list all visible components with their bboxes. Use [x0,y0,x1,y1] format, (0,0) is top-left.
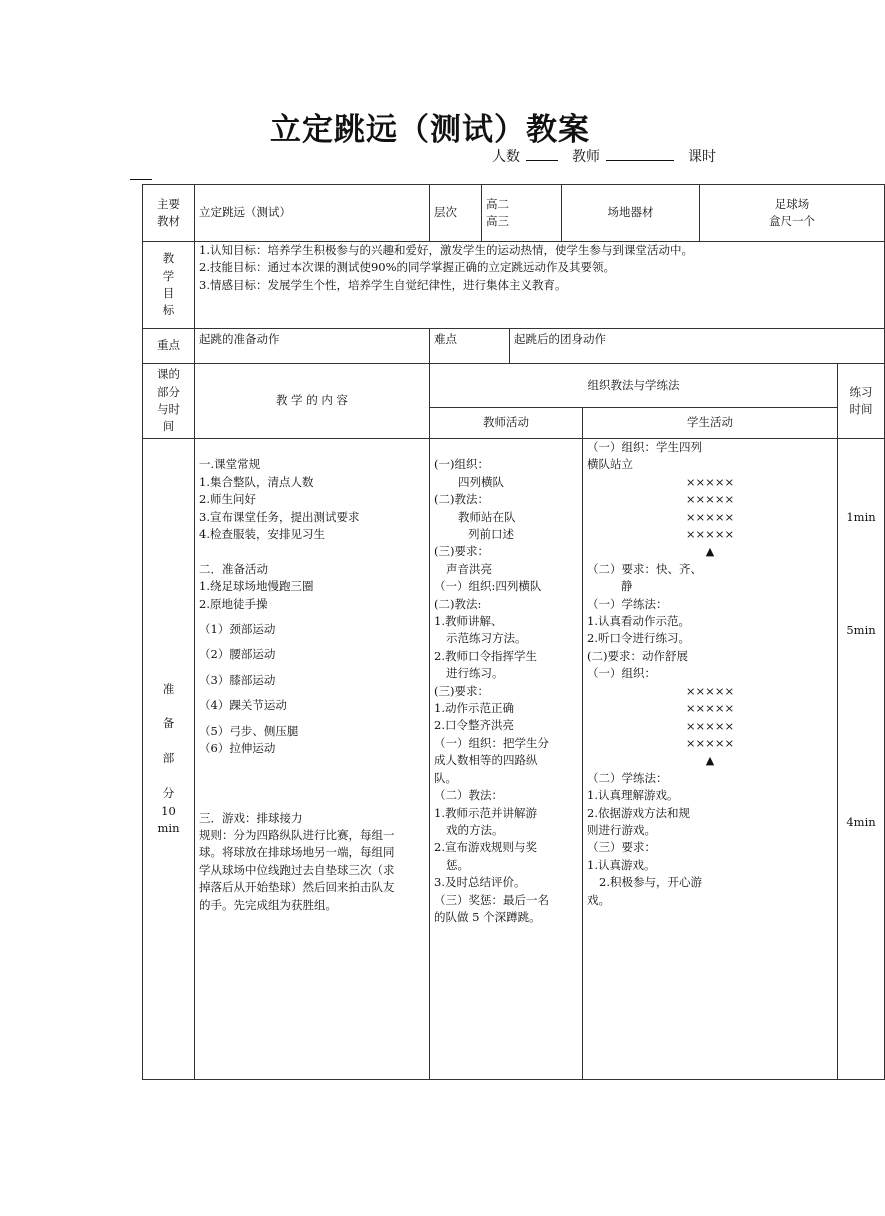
teacher-line: 四列横队 [458,474,504,489]
student-line: 1.认真理解游戏。 [587,788,679,803]
teacher-line: 声音洪亮 [446,561,492,576]
student-header: 学生活动 [583,408,838,439]
content-line: （4）踝关节运动 [199,698,287,713]
student-line: 戏。 [587,892,610,907]
student-line: 1.认真看动作示范。 [587,614,690,629]
goal-item: 1.认知目标：培养学生积极参与的兴趣和爱好，激发学生的运动热情，使学生参与到课堂活动中。 [199,243,693,257]
renshu-label: 人数 [492,149,520,165]
material-value: 立定跳远（测试） [195,185,430,242]
teacher-line: 惩。 [446,857,469,872]
key-label: 重点 [143,329,195,364]
teacher-line: （二）教法： [434,788,503,803]
student-line: （一）学练法： [587,596,668,611]
student-line: 静 [621,579,633,594]
content-line: 一.课堂常规 [199,457,261,472]
formation-row: ××××× [685,474,735,489]
lesson-plan-table [142,184,885,1080]
teacher-line: 列前口述 [468,527,514,542]
student-line: （二）要求：快、齐、 [587,561,702,576]
student-line: 2.积极参与，开心游 [599,875,702,890]
teacher-header: 教师活动 [430,408,583,439]
content-line: 规则：分为四路纵队进行比赛，每组一 [199,828,395,843]
teacher-line: (三)要求： [434,544,489,559]
goal-item: 3.情感目标：发展学生个性，培养学生自觉纪律性，进行集体主义教育。 [199,277,567,292]
practice-time-header: 练习 时间 [838,364,885,439]
time-value: 5min [846,623,876,638]
formation-row: ××××× [685,527,735,542]
formation-row: ××××× [685,683,735,698]
formation-row: ××××× [685,509,735,524]
keshi-label: 课时 [688,149,716,165]
content-line: 的手。先完成组为获胜组。 [199,897,337,912]
student-line: 则进行游戏。 [587,822,656,837]
teacher-line: （三）奖惩：最后一名 [434,892,549,907]
formation-row: ××××× [685,735,735,750]
content-line: 2.原地徒手操 [199,596,268,611]
formation-row: ××××× [685,701,735,716]
teacher-line: （一）组织:四列横队 [434,579,542,594]
content-line: （3）膝部运动 [199,672,276,687]
renshu-blank [526,148,558,161]
content-line: 1.绕足球场地慢跑三圈 [199,579,314,594]
teacher-line: 2.教师口令指挥学生 [434,648,537,663]
content-line: （1）颈部运动 [199,622,276,637]
org-header: 组织教法与学练法 [430,364,838,408]
teacher-line: 成人数相等的四路纵 [434,753,538,768]
teacher-line: 队。 [434,770,457,785]
teacher-line: 2.宣布游戏规则与奖 [434,840,537,855]
venue-label: 场地器材 [562,185,700,242]
student-line: (二)要求：动作舒展 [587,648,688,663]
teacher-line: 进行练习。 [446,666,504,681]
content-line: 球。将球放在排球场地另一端，每组同 [199,845,395,860]
prep-section-row [143,439,885,1080]
teacher-line: 1.教师讲解、 [434,614,503,629]
time-value: 1min [846,510,876,524]
content-line: 三．游戏：排球接力 [199,810,303,825]
goals-label: 教 学 目 标 [143,242,195,329]
teacher-line: 教师站在队 [458,509,516,524]
material-label: 主要 教材 [143,185,195,242]
page-title: 立定跳远（测试）教案 [270,112,590,148]
key-value: 起跳的准备动作 [195,329,430,364]
goals-text [195,242,885,329]
student-line: （一）组织： [587,666,656,681]
teacher-line: 3.及时总结评价。 [434,875,526,890]
teacher-line: 1.动作示范正确 [434,701,514,716]
teacher-line: 示范练习方法。 [446,631,527,646]
teacher-line: (二)教法： [434,492,489,507]
material-row [143,185,885,242]
content-line: 二．准备活动 [199,561,268,576]
difficulty-value: 起跳后的团身动作 [510,329,885,364]
content-line: 1.集合整队，清点人数 [199,474,314,489]
student-line: 横队站立 [587,457,633,472]
teacher-line: (一)组织： [434,457,489,472]
difficulty-label: 难点 [430,329,510,364]
content-line: （6）拉伸运动 [199,741,276,756]
formation-row: ××××× [685,718,735,733]
jiaoshi-label: 教师 [572,149,600,165]
level-label: 层次 [430,185,482,242]
prep-content [195,439,430,1080]
student-line: （二）学练法： [587,770,668,785]
content-line: 2.师生问好 [199,492,256,507]
content-line: 掉落后从开始垫球）然后回来拍击队友 [199,880,395,895]
formation-row: ××××× [685,492,735,507]
goal-item: 2.技能目标：通过本次课的测试使90%的同学掌握正确的立定跳远动作及其要领。 [199,260,616,275]
student-line: 2.依据游戏方法和规 [587,805,690,820]
teacher-line: 的队做 5 个深蹲跳。 [434,909,541,924]
content-header: 教 学 的 内 容 [195,364,430,439]
level-value: 高二 高三 [482,185,562,242]
content-line: （2）腰部运动 [199,647,276,662]
prep-student-activity [583,439,838,1080]
content-line: 4.检查服装，安排见习生 [199,527,325,542]
teacher-line: 1.教师示范并讲解游 [434,805,537,820]
keshi-blank [130,179,152,180]
teacher-line: 戏的方法。 [446,822,504,837]
teacher-line: (三)要求： [434,683,489,698]
teacher-line: (二)教法: [434,596,482,611]
jiaoshi-blank [606,148,674,161]
time-value: 4min [846,814,876,829]
teacher-position-marker: ▲ [705,754,715,768]
content-line: 3.宣布课堂任务，提出测试要求 [199,509,360,524]
student-line: 2.听口令进行练习。 [587,631,690,646]
prep-part-label: 准 备 部 分 10 min [143,439,195,1080]
part-time-header: 课的 部分 与时 间 [143,364,195,439]
content-line: 学从球场中位线跑过去自垫球三次（求 [199,862,395,877]
student-line: 1.认真游戏。 [587,857,656,872]
prep-teacher-activity [430,439,583,1080]
goals-row [143,242,885,329]
col-header-row [143,364,885,408]
teacher-line: （一）组织：把学生分 [434,735,549,750]
teacher-position-marker: ▲ [705,545,715,559]
venue-value: 足球场 盒尺一个 [700,185,885,242]
content-line: （5）弓步、侧压腿 [199,723,299,738]
prep-practice-time [838,439,885,1080]
teacher-line: 2.口令整齐洪亮 [434,718,514,733]
key-row [143,329,885,364]
student-line: （三）要求： [587,840,656,855]
student-line: （一）组织：学生四列 [587,440,702,454]
lesson-meta [492,146,716,166]
